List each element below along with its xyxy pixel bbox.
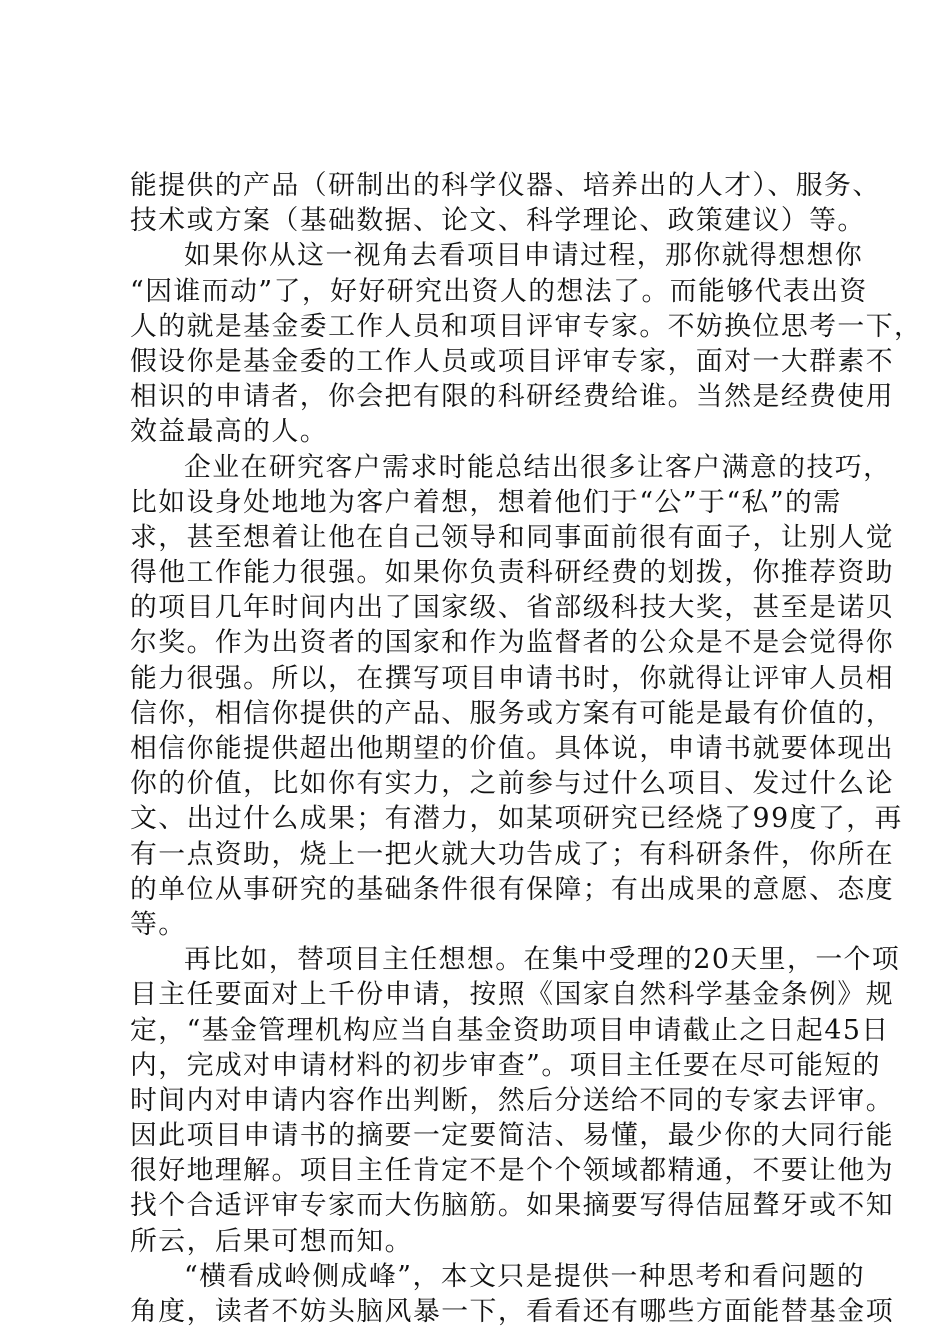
text-line: 的项目几年时间内出了国家级、省部级科技大奖，甚至是诺贝 — [130, 592, 895, 624]
text-line: 内，完成对申请材料的初步审查”。项目主任要在尽可能短的 — [130, 1049, 881, 1081]
text-line: 目主任要面对上千份申请，按照《国家自然科学基金条例》规 — [130, 979, 895, 1011]
text-line: 如果你从这一视角去看项目申请过程，那你就得想想你 — [184, 240, 864, 272]
body-text — [130, 168, 923, 1329]
text-line: 相识的申请者，你会把有限的科研经费给谁。当然是经费使用 — [130, 381, 895, 413]
text-line: 时间内对申请内容作出判断，然后分送给不同的专家去评审。 — [130, 1084, 895, 1116]
text-line: 能提供的产品（研制出的科学仪器、培养出的人才）、服务、 — [130, 170, 881, 201]
text-line: 假设你是基金委的工作人员或项目评审专家，面对一大群素不 — [130, 345, 895, 377]
text-line: 技术或方案（基础数据、论文、科学理论、政策建议）等。 — [130, 205, 866, 237]
text-line: 求，甚至想着让他在自己领导和同事面前很有面子，让别人觉 — [130, 521, 895, 553]
text-line: 企业在研究客户需求时能总结出很多让客户满意的技巧， — [184, 451, 892, 483]
text-line: 人的就是基金委工作人员和项目评审专家。不妨换位思考一下， — [130, 310, 923, 342]
text-line: 等。 — [130, 908, 187, 940]
text-line: 找个合适评审专家而大伤脑筋。如果摘要写得佶屈聱牙或不知 — [130, 1190, 895, 1222]
text-line: 尔奖。作为出资者的国家和作为监督者的公众是不是会觉得你 — [130, 627, 895, 659]
text-line: “因谁而动”了，好好研究出资人的想法了。而能够代表出资 — [130, 275, 868, 307]
text-line: 信你，相信你提供的产品、服务或方案有可能是最有价值的， — [130, 697, 895, 729]
text-line: 因此项目申请书的摘要一定要简洁、易懂，最少你的大同行能 — [130, 1120, 895, 1152]
text-line: 再比如，替项目主任想想。在集中受理的20天里，一个项 — [184, 944, 901, 976]
text-line: 你的价值，比如你有实力，之前参与过什么项目、发过什么论 — [130, 768, 895, 800]
text-line: 的单位从事研究的基础条件很有保障；有出成果的意愿、态度 — [130, 873, 895, 905]
text-line: 所云，后果可想而知。 — [130, 1225, 413, 1257]
text-line: 比如设身处地地为客户着想，想着他们于“公”于“私”的需 — [130, 486, 842, 518]
text-line: 角度，读者不妨头脑风暴一下，看看还有哪些方面能替基金项 — [130, 1296, 895, 1327]
text-line: “横看成岭侧成峰”，本文只是提供一种思考和看问题的 — [184, 1260, 866, 1292]
text-line: 效益最高的人。 — [130, 416, 329, 448]
text-line: 相信你能提供超出他期望的价值。具体说，申请书就要体现出 — [130, 733, 895, 764]
text-line: 有一点资助，烧上一把火就大功告成了；有科研条件，你所在 — [130, 838, 895, 870]
text-line: 能力很强。所以，在撰写项目申请书时，你就得让评审人员相 — [130, 662, 895, 694]
text-line: 文、出过什么成果；有潜力，如某项研究已经烧了99度了，再 — [130, 803, 903, 835]
text-line: 定，“基金管理机构应当自基金资助项目申请截止之日起45日 — [130, 1014, 890, 1046]
text-line: 得他工作能力很强。如果你负责科研经费的划拨，你推荐资助 — [130, 557, 895, 589]
text-line: 很好地理解。项目主任肯定不是个个领域都精通，不要让他为 — [130, 1155, 895, 1187]
